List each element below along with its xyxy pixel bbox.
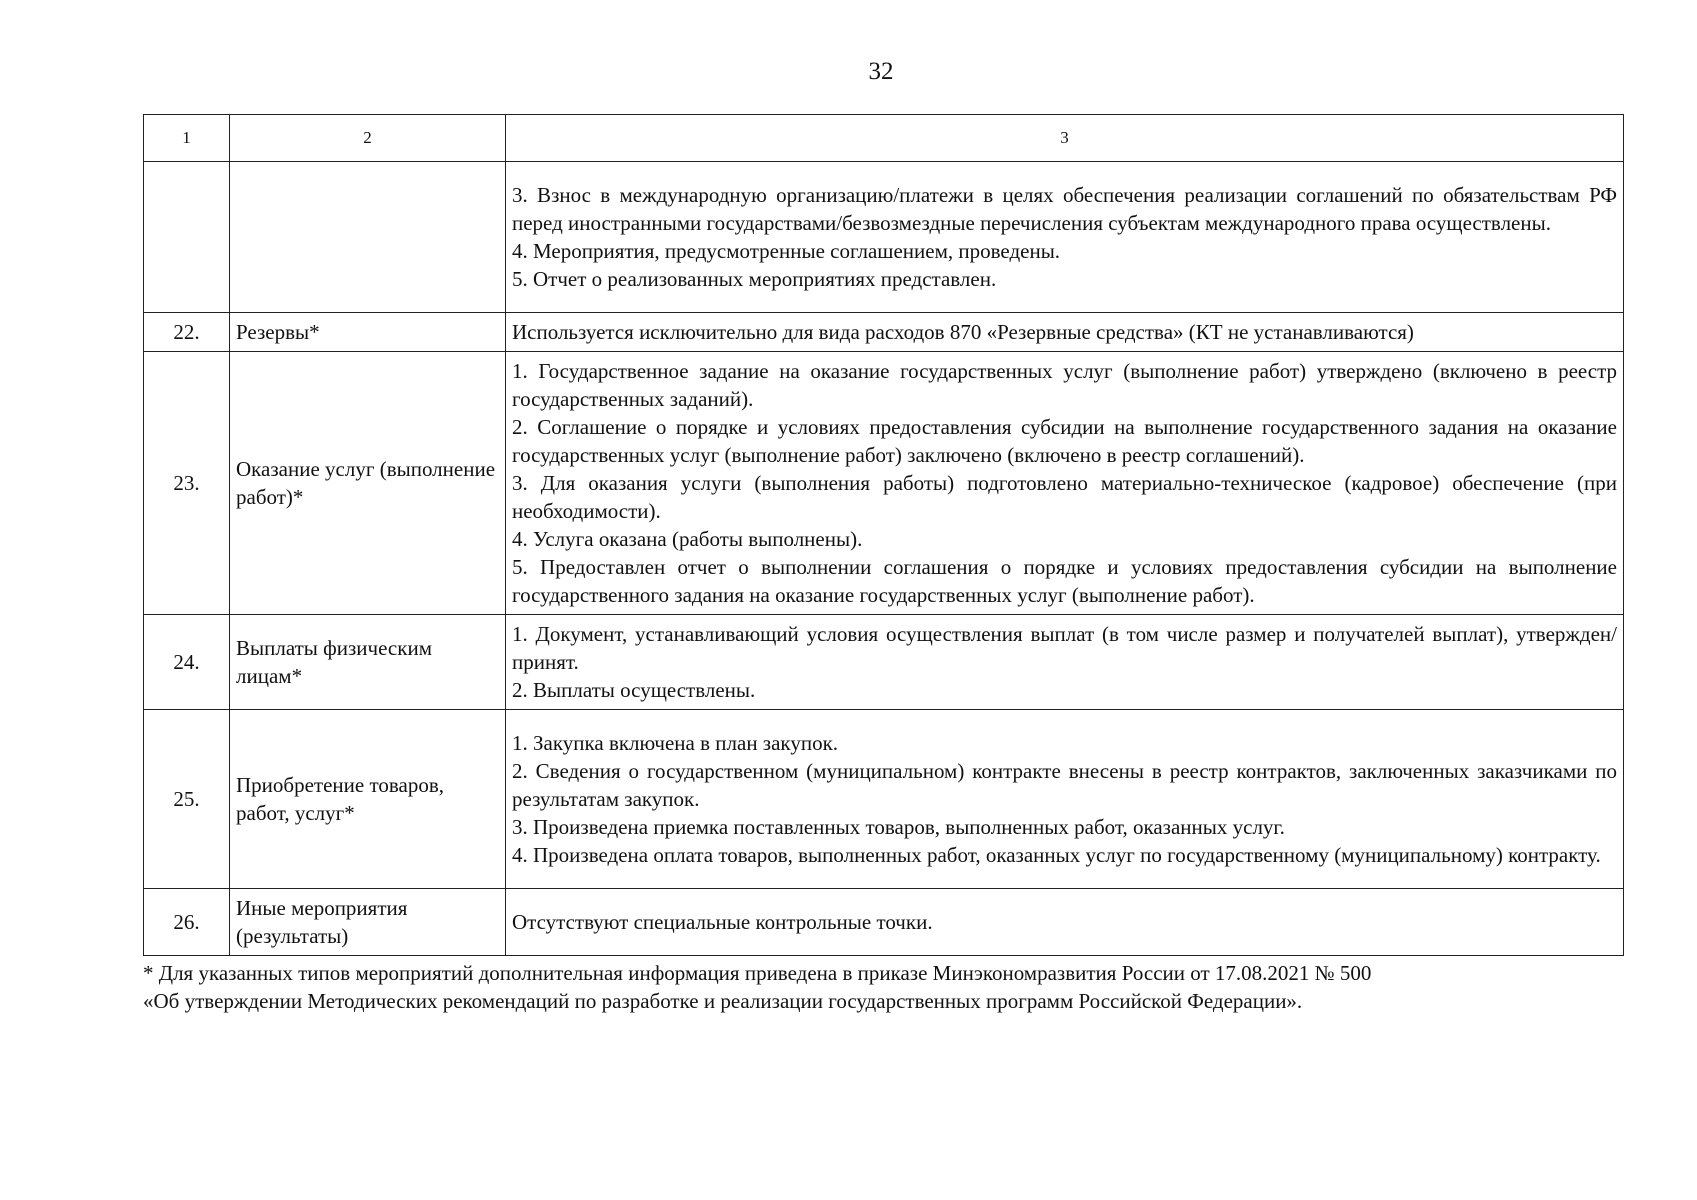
- row-number: 26.: [144, 889, 230, 956]
- control-point-text: 5. Отчет о реализованных мероприятиях представлен.: [512, 267, 997, 291]
- control-point-text: 2. Выплаты осуществлены.: [512, 678, 756, 702]
- row-control-points: [506, 615, 1624, 710]
- row-control-points: [506, 352, 1624, 615]
- row-control-points: [506, 162, 1624, 313]
- row-activity-type: Иные мероприятия (результаты): [230, 889, 506, 956]
- footnote-line: * Для указанных типов мероприятий дополнительная информация приведена в приказе Минэкономразвития России от 17.08.2021 № 500: [143, 961, 1372, 985]
- control-point-text: 1. Государственное задание на оказание государственных услуг (выполнение работ) утверждено (включено в реестр государственных заданий).: [512, 359, 1617, 411]
- row-activity-type: Оказание услуг (выполнение работ)*: [230, 352, 506, 615]
- row-number: 25.: [144, 710, 230, 889]
- row-control-points: [506, 710, 1624, 889]
- row-activity-type: Резервы*: [230, 313, 506, 352]
- control-point-text: 5. Предоставлен отчет о выполнении соглашения о порядке и условиях предоставления субсидии на выполнение государственного задания на оказание государственных услуг (выполнение работ).: [512, 555, 1617, 607]
- control-point-text: 3. Взнос в международную организацию/платежи в целях обеспечения реализации соглашений по обязательствам РФ перед иностранными государствами/безвозмездные перечисления субъектам международного права осуществлены.: [512, 183, 1617, 235]
- control-point-text: 2. Соглашение о порядке и условиях предоставления субсидии на выполнение государственного задания на оказание государственных услуг (выполнение работ) заключено (включено в реестр соглашений).: [512, 415, 1617, 467]
- control-point-text: 1. Документ, устанавливающий условия осуществления выплат (в том числе размер и получателей выплат), утвержден/принят.: [512, 622, 1617, 674]
- control-point-text: 3. Произведена приемка поставленных товаров, выполненных работ, оказанных услуг.: [512, 815, 1285, 839]
- column-header-1: 1: [144, 115, 230, 162]
- control-point-text: 2. Сведения о государственном (муниципальном) контракте внесены в реестр контрактов, заключенных заказчиками по результатам закупок.: [512, 759, 1617, 811]
- row-number: 23.: [144, 352, 230, 615]
- table-row-25: [144, 710, 1624, 889]
- page-number: 32: [868, 58, 894, 85]
- row-control-points: [506, 313, 1624, 352]
- table-header-row: [144, 115, 1624, 162]
- control-point-text: 3. Для оказания услуги (выполнения работы) подготовлено материально-техническое (кадровое) обеспечение (при необходимости).: [512, 471, 1617, 523]
- control-point-text: 4. Услуга оказана (работы выполнены).: [512, 527, 863, 551]
- control-point-text: 4. Мероприятия, предусмотренные соглашением, проведены.: [512, 239, 1061, 263]
- control-point-text: 4. Произведена оплата товаров, выполненных работ, оказанных услуг по государственному (муниципальному) контракту.: [512, 843, 1601, 867]
- control-point-text: 1. Закупка включена в план закупок.: [512, 731, 839, 755]
- row-activity-type: Выплаты физическим лицам*: [230, 615, 506, 710]
- row-number: 24.: [144, 615, 230, 710]
- row-activity-type: Приобретение товаров, работ, услуг*: [230, 710, 506, 889]
- row-number: [144, 162, 230, 313]
- control-point-text: Используется исключительно для вида расходов 870 «Резервные средства» (КТ не устанавливаются): [512, 320, 1414, 344]
- row-control-points: [506, 889, 1624, 956]
- column-header-2: 2: [230, 115, 506, 162]
- table-row-24: [144, 615, 1624, 710]
- table-row-23: [144, 352, 1624, 615]
- table-row-22: [144, 313, 1624, 352]
- control-point-text: Отсутствуют специальные контрольные точки.: [512, 910, 933, 934]
- table-row-26: [144, 889, 1624, 956]
- table-row-continuation: [144, 162, 1624, 313]
- column-header-3: 3: [506, 115, 1624, 162]
- footnote: [143, 959, 1623, 1015]
- row-activity-type: [230, 162, 506, 313]
- row-number: 22.: [144, 313, 230, 352]
- footnote-line: «Об утверждении Методических рекомендаций по разработке и реализации государственных программ Российской Федерации».: [143, 989, 1303, 1013]
- control-points-table: [143, 114, 1624, 956]
